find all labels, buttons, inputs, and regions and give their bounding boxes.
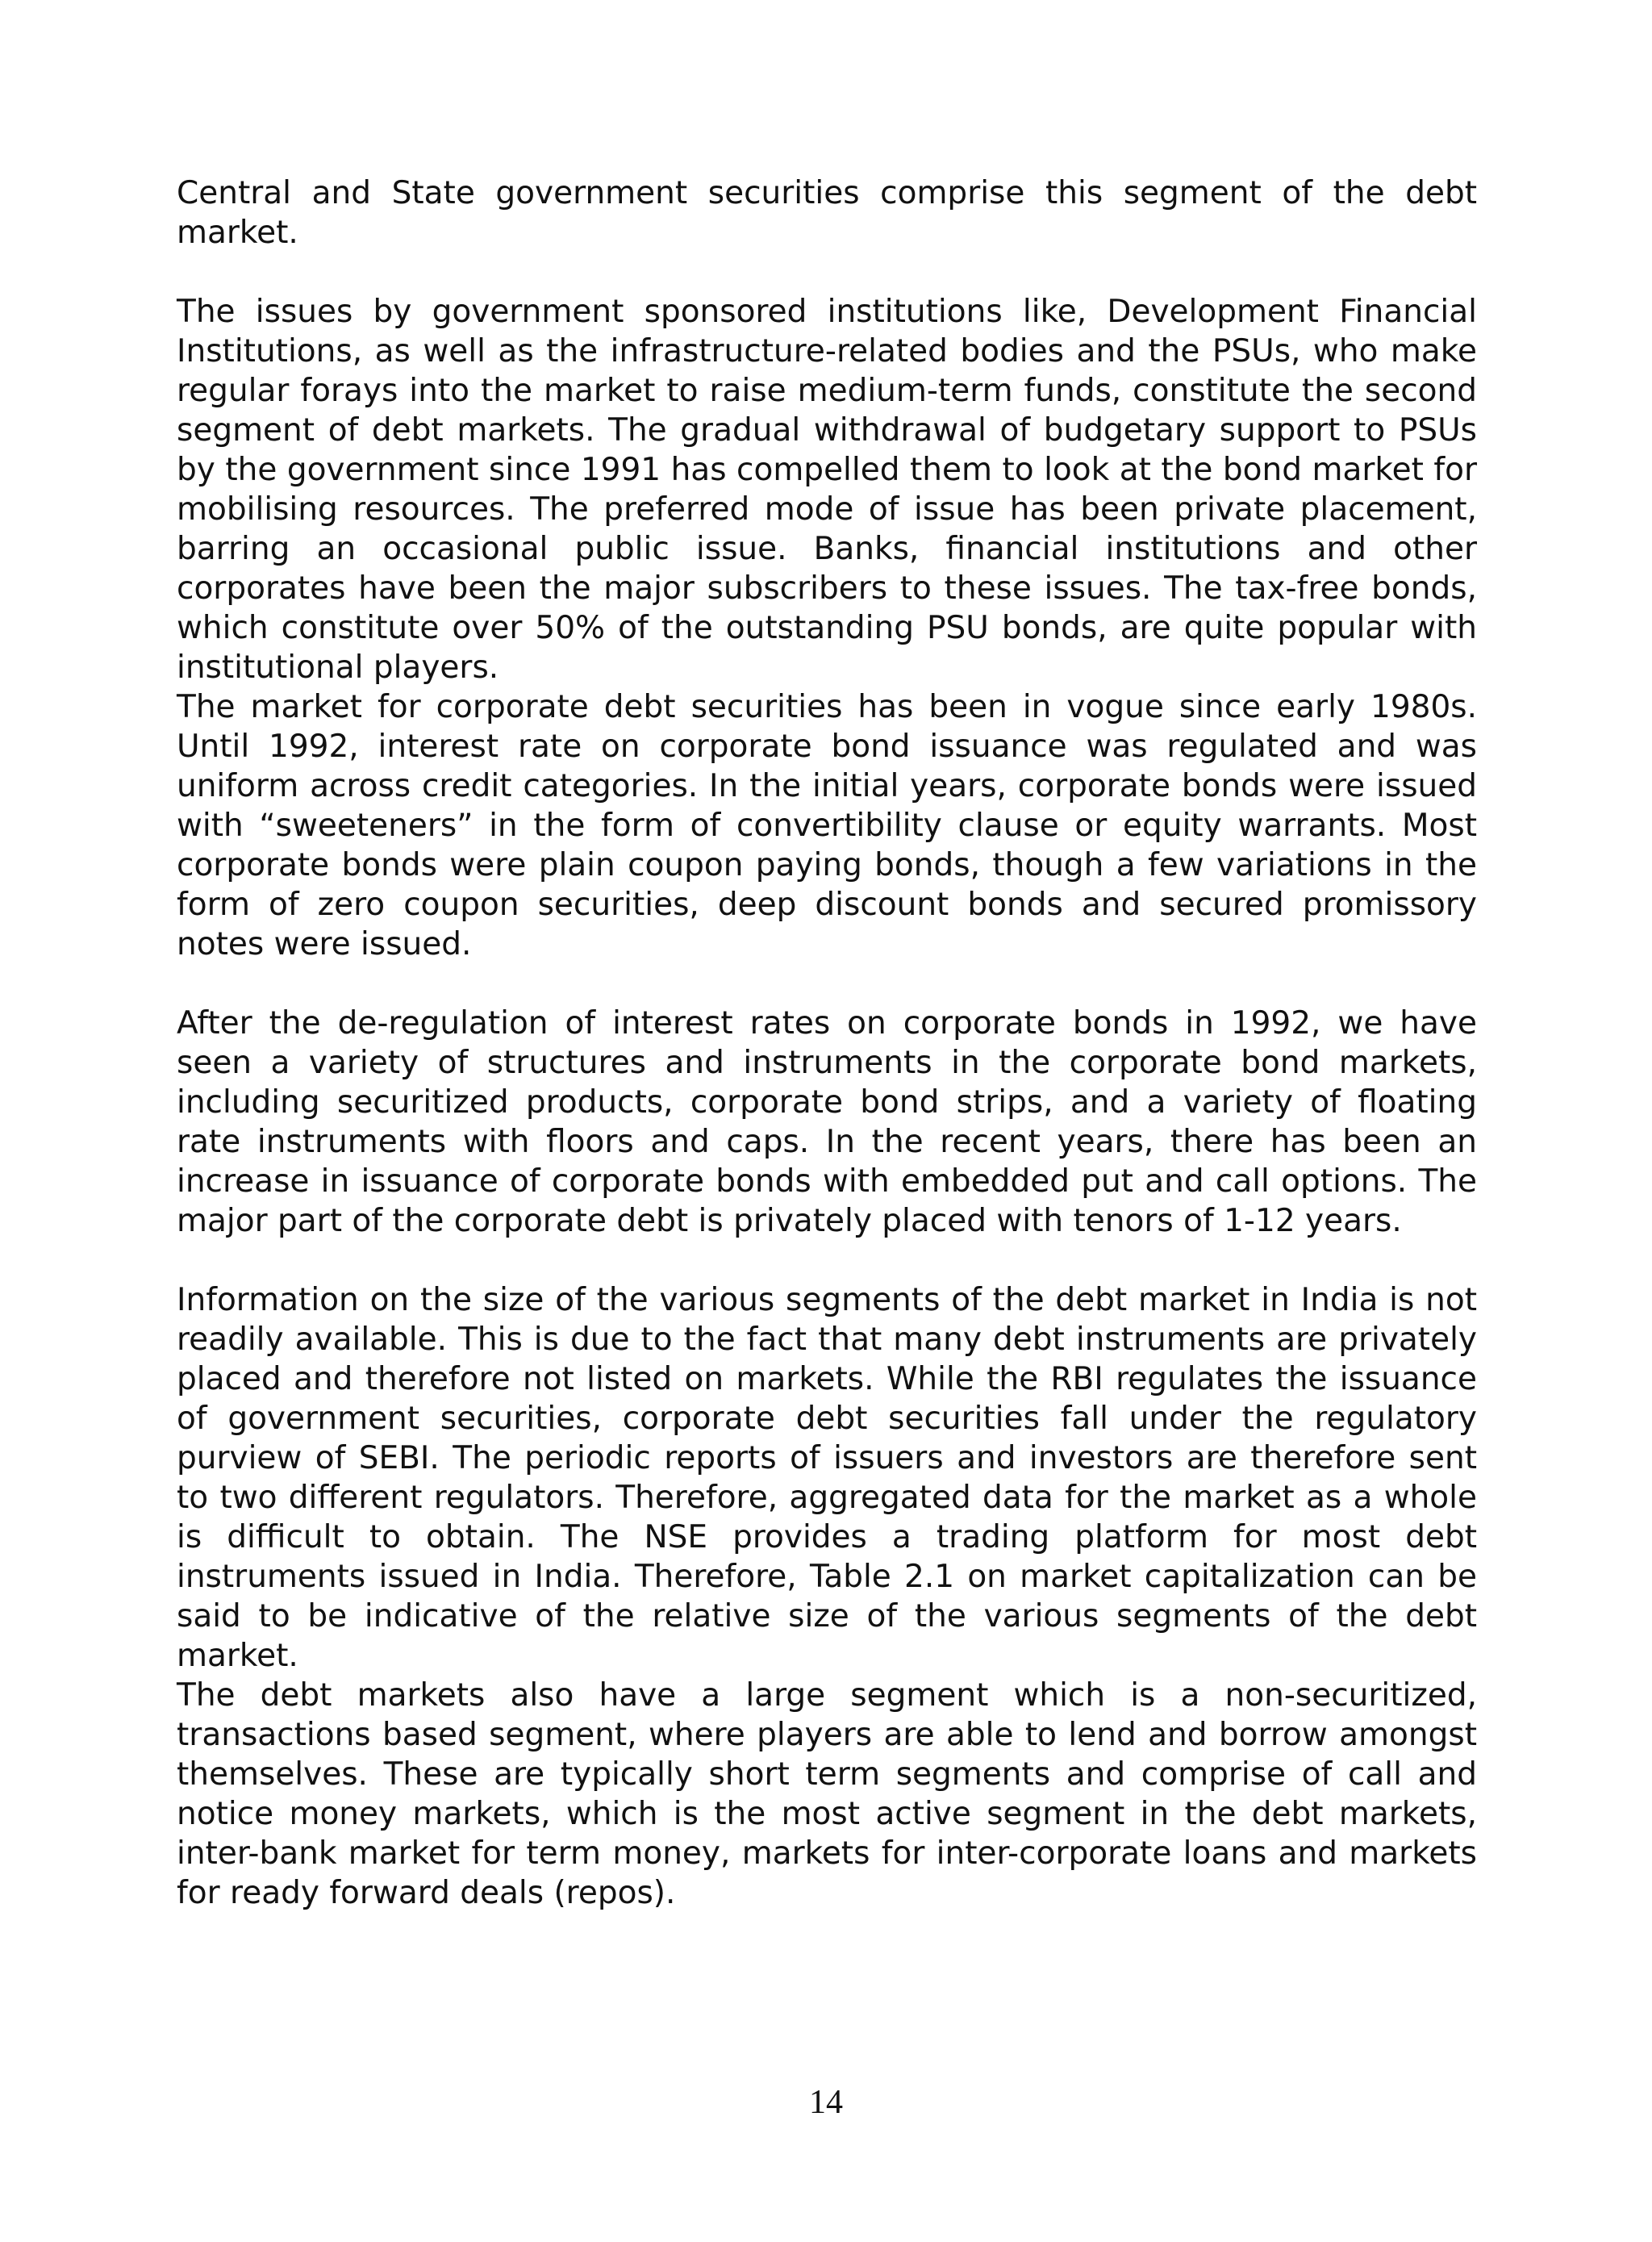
paragraph-non-securitized: The debt markets also have a large segment which is a non-securitized, transactions based segment, where players are able to lend and borrow amongst themselves. These are typically short term segments and comprise of call and notice money markets, which is the most active segment in the debt markets, inter-bank market for term money, markets for inter-corporate loans and markets for ready forward deals (repos). [177,1677,1477,1911]
body-text [177,173,1477,1913]
paragraph-government-securities: Central and State government securities comprise this segment of the debt market. [177,175,1477,251]
paragraph-market-size: Information on the size of the various segments of the debt market in India is not readily available. This is due to the fact that many debt instruments are privately placed and therefore not listed on markets. While the RBI regulates the issuance of government securities, corporate debt securities fall under the regulatory purview of SEBI. The periodic reports of issuers and investors are therefore sent to two different regulators. Therefore, aggregated data for the market as a whole is difficult to obtain. The NSE provides a trading platform for most debt instruments issued in India. Therefore, Table 2.1 on market capitalization can be said to be indicative of the relative size of the various segments of the debt market. [177,1282,1477,1674]
paragraph-deregulation: After the de-regulation of interest rates on corporate bonds in 1992, we have seen a variety of structures and instruments in the corporate bond markets, including securitized products, corporate bond strips, and a variety of floating rate instruments with floors and caps. In the recent years, there has been an increase in issuance of corporate bonds with embedded put and call options. The major part of the corporate debt is privately placed with tenors of 1-12 years. [177,1005,1477,1239]
paragraph-psu-bonds: The issues by government sponsored institutions like, Development Financial Institutions, as well as the infrastructure-related bodies and the PSUs, who make regular forays into the market to raise medium-term funds, constitute the second segment of debt markets. The gradual withdrawal of budgetary support to PSUs by the government since 1991 has compelled them to look at the bond market for mobilising resources. The preferred mode of issue has been private placement, barring an occasional public issue. Banks, financial institutions and other corporates have been the major subscribers to these issues. The tax-free bonds, which constitute over 50% of the outstanding PSU bonds, are quite popular with institutional players. [177,294,1477,686]
paragraph-corporate-debt: The market for corporate debt securities has been in vogue since early 1980s. Until 1992, interest rate on corporate bond issuance was regulated and was uniform across credit categories. In the initial years, corporate bonds were issued with “sweeteners” in the form of convertibility clause or equity warrants. Most corporate bonds were plain coupon paying bonds, though a few variations in the form of zero coupon securities, deep discount bonds and secured promissory notes were issued. [177,689,1477,962]
page-number: 14 [809,2084,843,2121]
